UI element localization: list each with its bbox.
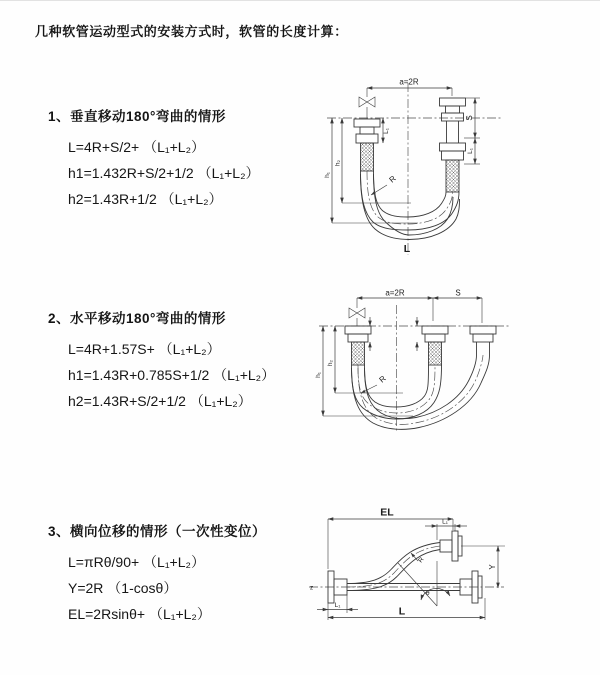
section-vertical-movement: [48, 105, 260, 206]
dim-label-l1-small: L₁: [383, 128, 390, 134]
dim-label-el: EL: [380, 506, 394, 519]
dimension-fitting-l1: [383, 118, 390, 143]
hose-right-fittings: [440, 98, 466, 192]
section-2-heading: 2、水平移动180°弯曲的情形: [48, 311, 226, 326]
section-1-heading: 1、垂直移动180°弯曲的情形: [48, 109, 226, 124]
braid-section: [446, 160, 459, 192]
braid-section: [361, 143, 374, 171]
valve-icon: [359, 97, 375, 119]
formula-h2: h2=1.43R+1/2 （L₁+L₂）: [68, 191, 223, 207]
hose-u-curves: [361, 171, 460, 240]
formula-y: Y=2R （1-cosθ）: [68, 580, 178, 596]
formula-length: L=4R+S/2+ （L₁+L₂）: [68, 139, 206, 155]
el-dimension: [328, 507, 453, 570]
dim-label-r: R: [417, 556, 426, 565]
formula-h2: h2=1.43R+S/2+1/2 （L₁+L₂）: [68, 393, 252, 409]
dim-label-s: S: [455, 289, 461, 298]
dim-label-theta: θ: [426, 590, 430, 597]
dim-label-l1-left: L₁: [334, 602, 341, 609]
dim-label-h2: h₂: [327, 359, 334, 367]
formula-length: L=4R+1.57S+ （L₁+L₂）: [68, 341, 221, 357]
diagram-vertical-180-bend: [303, 71, 593, 261]
valve-icon: [349, 308, 365, 326]
braid-section: [352, 342, 365, 365]
dim-label-length: L: [398, 605, 406, 618]
dim-label-l1-top: L₁: [442, 518, 448, 526]
dim-label-span: a=2R: [399, 77, 419, 87]
fitting-length-arrows: [370, 317, 417, 351]
l1-left-dimension: [317, 595, 358, 620]
dim-label-h1: h₁: [324, 172, 331, 178]
braid-section: [429, 342, 442, 365]
diagram-lateral-displacement: [297, 499, 597, 659]
top-dimension: [367, 78, 452, 98]
formula-h1: h1=1.432R+S/2+1/2 （L₁+L₂）: [68, 165, 260, 181]
dim-label-s: S: [465, 115, 474, 121]
dim-label-length: L: [403, 243, 411, 255]
hose-u-curves: [352, 355, 490, 429]
hose-left-fitting: [354, 119, 380, 171]
section-3-heading: 3、横向位移的情形（一次性变位）: [48, 524, 267, 539]
hose-fittings: [345, 326, 496, 365]
section-mark: z: [310, 584, 314, 592]
dim-label-h1: h₁: [315, 372, 322, 378]
section-horizontal-movement: [48, 307, 275, 408]
diagram-horizontal-180-bend: [303, 289, 593, 449]
centerlines: [319, 305, 511, 431]
dim-label-span: a=2R: [385, 289, 405, 298]
dimension-right-l1: [464, 138, 480, 164]
dimension-left-h1: [315, 326, 413, 416]
l-dimension: [328, 598, 485, 620]
dim-label-h2: h₂: [334, 159, 342, 167]
dim-label-y: Y: [488, 564, 497, 570]
page-title: 几种软管运动型式的安装方式时，软管的长度计算：: [35, 24, 348, 39]
formula-h1: h1=1.43R+0.785S+1/2 （L₁+L₂）: [68, 367, 276, 383]
dim-label-r: R: [387, 173, 398, 185]
dim-label-r: R: [377, 373, 388, 385]
top-dimension: [357, 289, 482, 323]
l1-top-dimension: [425, 519, 467, 541]
dim-label-l1: L₁: [467, 148, 474, 154]
section-lateral-displacement: [48, 520, 266, 621]
formula-el: EL=2Rsinθ+ （L₁+L₂）: [68, 606, 211, 622]
top-right-flange: [440, 531, 462, 561]
y-dimension: [461, 546, 505, 588]
formula-length: L=πRθ/90+ （L₁+L₂）: [68, 554, 205, 570]
